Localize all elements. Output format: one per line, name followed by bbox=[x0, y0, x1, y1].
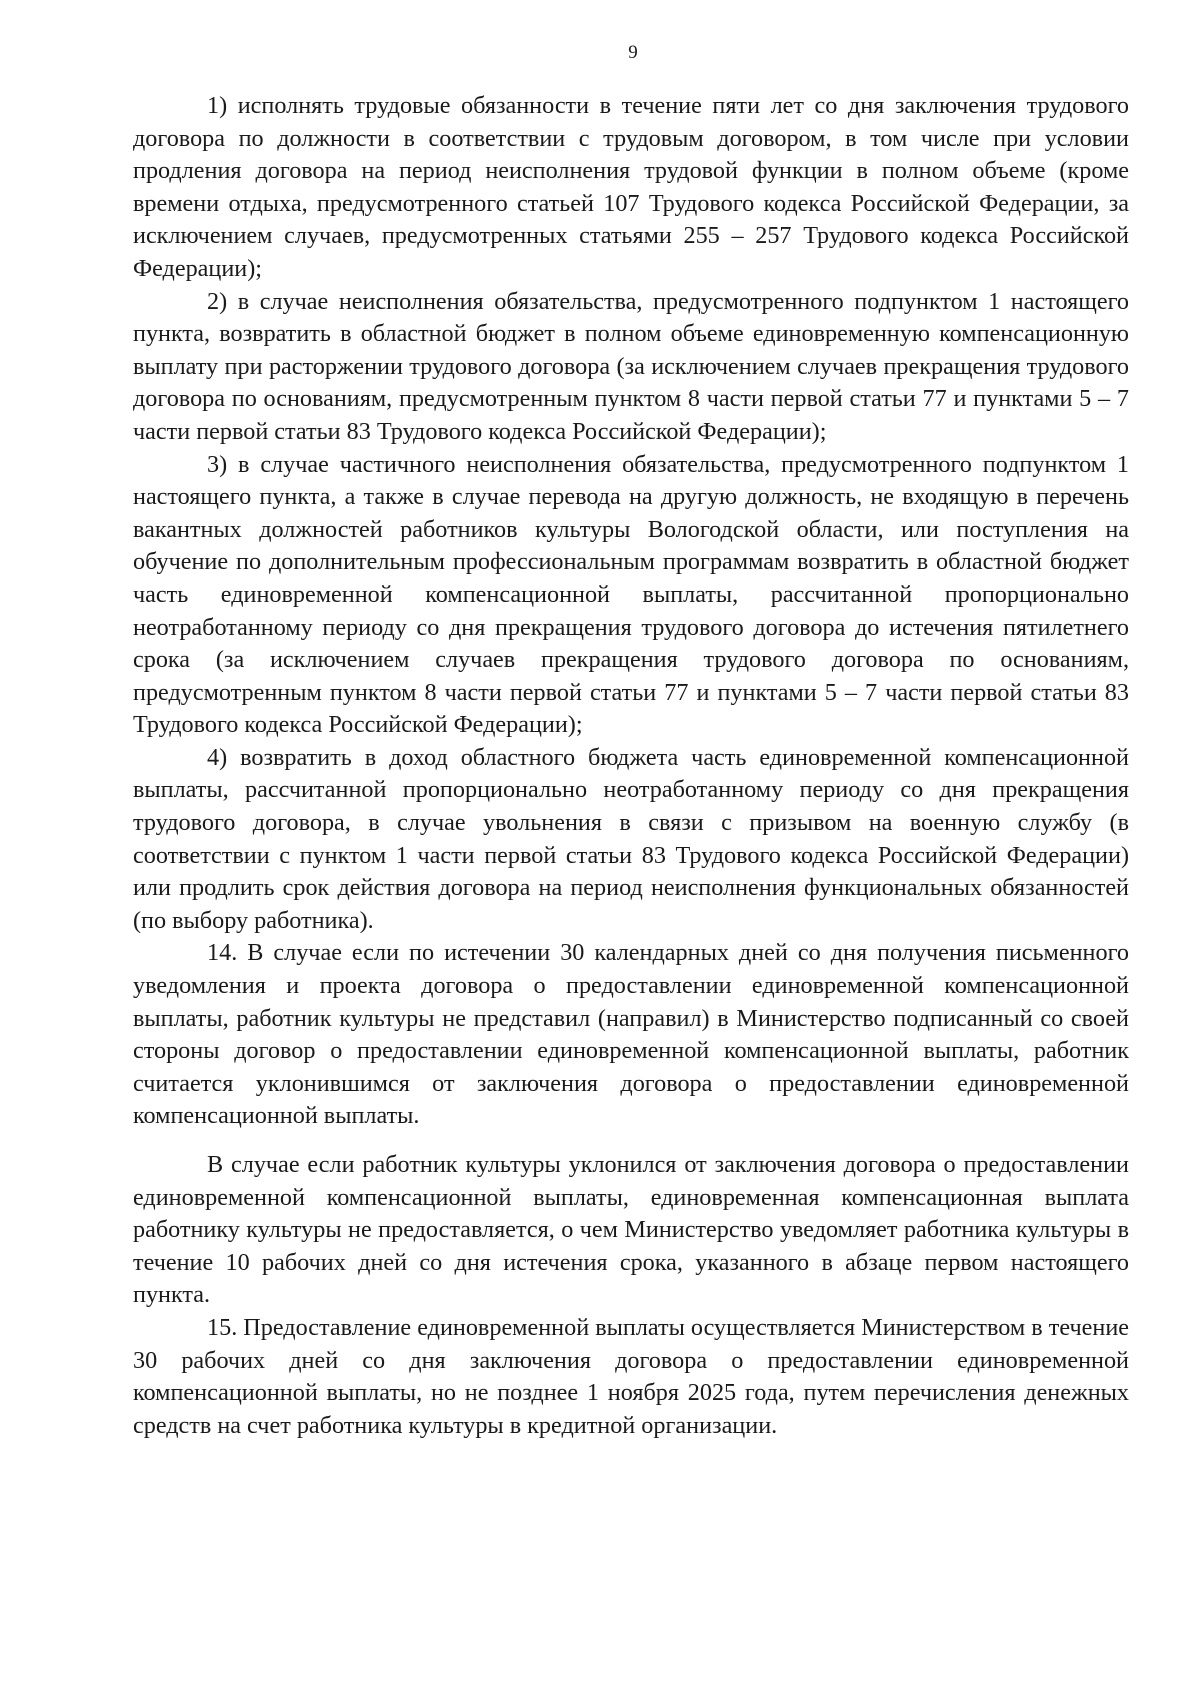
paragraph-subitem-1: 1) исполнять трудовые обязанности в течение пяти лет со дня заключения трудового договора по должности в соответствии с трудовым договором, в том числе при условии продления договора на период неисполнения трудовой функции в полном объеме (кроме времени отдыха, предусмотренного статьей 107 Трудового кодекса Российской Федерации, за исключением случаев, предусмотренных статьями 255 – 257 Трудового кодекса Российской Федерации); bbox=[133, 92, 1129, 282]
document-body bbox=[133, 90, 1129, 1442]
paragraph-subitem-2: 2) в случае неисполнения обязательства, предусмотренного подпунктом 1 настоящего пункта, возвратить в областной бюджет в полном объеме единовременную компенсационную выплату при расторжении трудового договора (за исключением случаев прекращения трудового договора по основаниям, предусмотренным пунктом 8 части первой статьи 77 и пунктами 5 – 7 части первой статьи 83 Трудового кодекса Российской Федерации); bbox=[133, 287, 1129, 445]
paragraph-item-14-second: В случае если работник культуры уклонился от заключения договора о предоставлении единовременной компенсационной выплаты, единовременная компенсационная выплата работнику культуры не предоставляется, о чем Министерство уведомляет работника культуры в течение 10 рабочих дней со дня истечения срока, указанного в абзаце первом настоящего пункта. bbox=[133, 1151, 1129, 1309]
paragraph-item-15: 15. Предоставление единовременной выплаты осуществляется Министерством в течение 30 рабочих дней со дня заключения договора о предоставлении единовременной компенсационной выплаты, но не позднее 1 ноября 2025 года, путем перечисления денежных средств на счет работника культуры в кредитной организации. bbox=[133, 1313, 1129, 1439]
paragraph-subitem-3: 3) в случае частичного неисполнения обязательства, предусмотренного подпунктом 1 настоящего пункта, а также в случае перевода на другую должность, не входящую в перечень вакантных должностей работников культуры Вологодской области, или поступления на обучение по дополнительным профессиональным программам возвратить в областной бюджет часть единовременной компенсационной выплаты, рассчитанной пропорционально неотработанному периоду со дня прекращения трудового договора до истечения пятилетнего срока (за исключением случаев прекращения трудового договора по основаниям, предусмотренным пунктом 8 части первой статьи 77 и пунктами 5 – 7 части первой статьи 83 Трудового кодекса Российской Федерации); bbox=[133, 450, 1129, 739]
paragraph-item-14: 14. В случае если по истечении 30 календарных дней со дня получения письменного уведомления и проекта договора о предоставлении единовременной компенсационной выплаты, работник культуры не представил (направил) в Министерство подписанный со своей стороны договор о предоставлении единовременной компенсационной выплаты, работник считается уклонившимся от заключения договора о предоставлении единовременной компенсационной выплаты. bbox=[133, 939, 1129, 1130]
page-number: 9 bbox=[628, 42, 638, 63]
paragraph-subitem-4: 4) возвратить в доход областного бюджета часть единовременной компенсационной выплаты, рассчитанной пропорционально неотработанному периоду со дня прекращения трудового договора, в случае увольнения в связи с призывом на военную службу (в соответствии с пунктом 1 части первой статьи 83 Трудового кодекса Российской Федерации) или продлить срок действия договора на период неисполнения функциональных обязанностей (по выбору работника). bbox=[133, 743, 1129, 934]
